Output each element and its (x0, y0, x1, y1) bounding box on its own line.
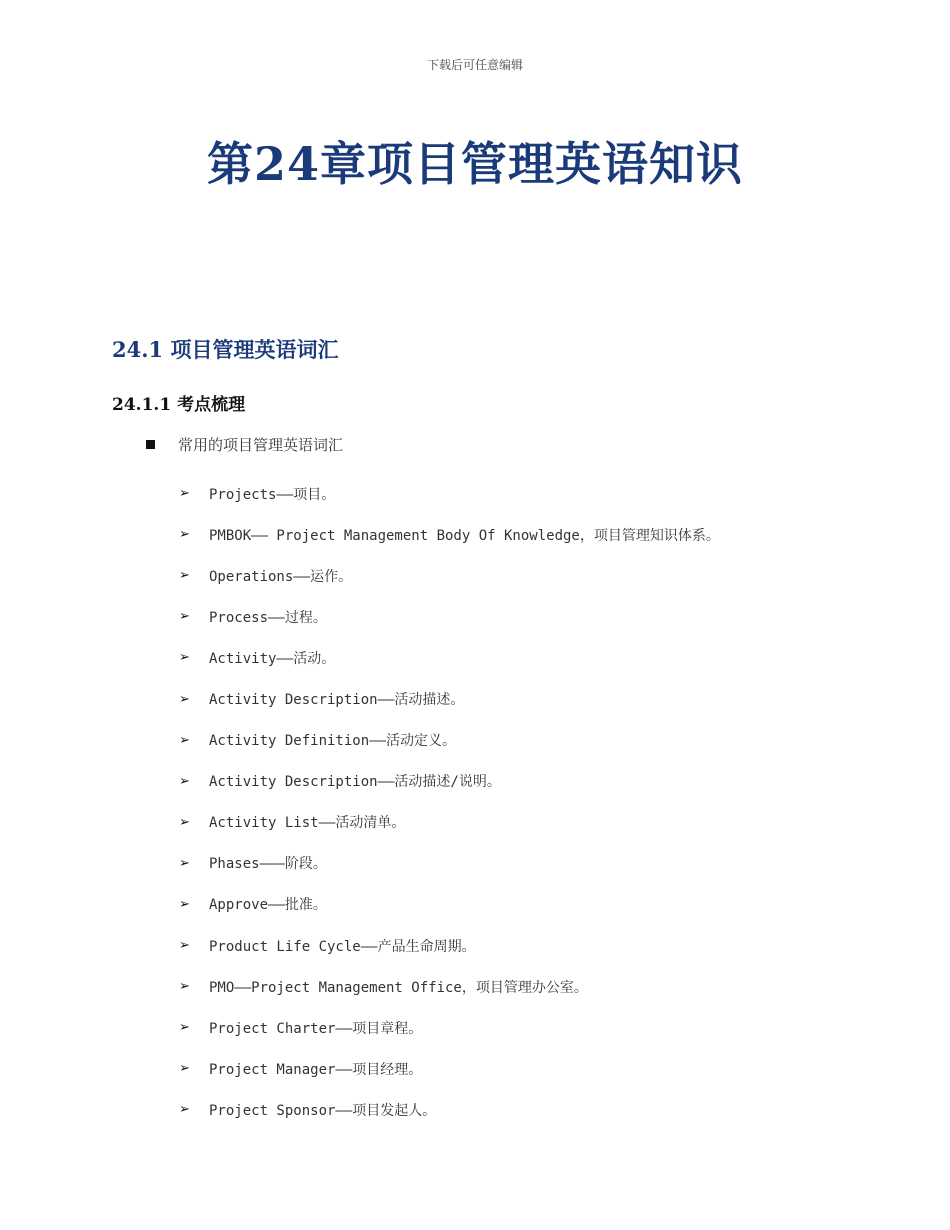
list-item (179, 1089, 720, 1130)
list-item (179, 678, 720, 719)
term-text: Process——过程。 (209, 609, 327, 626)
term-text: Project Charter——项目章程。 (209, 1020, 423, 1037)
list-item (179, 720, 720, 761)
arrow-bullet-icon: ➢ (179, 896, 190, 912)
list-item (179, 884, 720, 925)
arrow-bullet-icon: ➢ (179, 814, 190, 830)
arrow-bullet-icon: ➢ (179, 732, 190, 748)
term-text: Product Life Cycle——产品生命周期。 (209, 938, 476, 955)
list-item (179, 802, 720, 843)
term-text: PMO——Project Management Office，项目管理办公室。 (209, 979, 588, 996)
arrow-bullet-icon: ➢ (179, 773, 190, 789)
list-item (179, 596, 720, 637)
arrow-bullet-icon: ➢ (179, 979, 190, 995)
term-text: Operations——运作。 (209, 568, 353, 585)
term-text: Project Manager——项目经理。 (209, 1061, 423, 1078)
arrow-bullet-icon: ➢ (179, 650, 190, 666)
list-heading-item (146, 434, 343, 455)
arrow-bullet-icon: ➢ (179, 568, 190, 584)
subsection-title: 24.1.1 考点梳理 (112, 395, 246, 415)
list-item (179, 843, 720, 884)
list-item (179, 1007, 720, 1048)
arrow-bullet-icon: ➢ (179, 609, 190, 625)
arrow-bullet-icon: ➢ (179, 855, 190, 871)
square-bullet-icon (146, 440, 155, 449)
term-text: Activity List——活动清单。 (209, 815, 406, 832)
arrow-bullet-icon: ➢ (179, 486, 190, 502)
section-title: 24.1 项目管理英语词汇 (112, 337, 339, 362)
term-text: Activity Description——活动描述/说明。 (209, 774, 501, 791)
arrow-bullet-icon: ➢ (179, 938, 190, 954)
term-text: Approve——批准。 (209, 897, 327, 914)
term-text: Phases———阶段。 (209, 856, 327, 873)
term-text: Activity Description——活动描述。 (209, 692, 465, 709)
term-text: Activity Definition——活动定义。 (209, 733, 457, 750)
list-item (179, 761, 720, 802)
arrow-bullet-icon: ➢ (179, 691, 190, 707)
arrow-bullet-icon: ➢ (179, 1061, 190, 1077)
list-item (179, 966, 720, 1007)
list-item (179, 1048, 720, 1089)
term-text: Projects——项目。 (209, 486, 336, 503)
term-text: PMBOK—— Project Management Body Of Knowledge，项目管理知识体系。 (209, 527, 720, 544)
arrow-bullet-icon: ➢ (179, 1102, 190, 1118)
list-heading: 常用的项目管理英语词汇 (178, 436, 344, 454)
list-item (179, 555, 720, 596)
chapter-title: 第24章项目管理英语知识 (206, 137, 743, 191)
arrow-bullet-icon: ➢ (179, 527, 190, 543)
list-item (179, 473, 720, 514)
arrow-bullet-icon: ➢ (179, 1020, 190, 1036)
header-note: 下载后可任意编辑 (426, 58, 523, 72)
term-text: Project Sponsor——项目发起人。 (209, 1102, 437, 1119)
term-list (179, 473, 720, 1131)
list-item (179, 514, 720, 555)
list-item (179, 637, 720, 678)
term-text: Activity——活动。 (209, 650, 336, 667)
list-item (179, 925, 720, 966)
